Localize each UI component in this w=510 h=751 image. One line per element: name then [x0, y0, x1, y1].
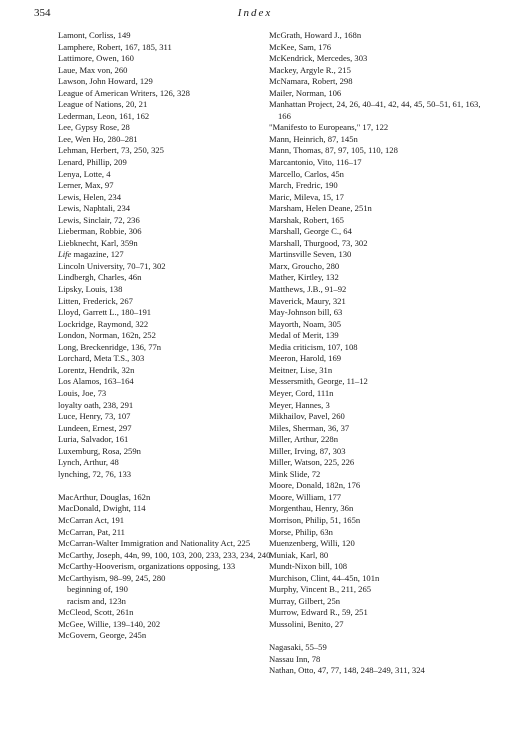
index-entry: "Manifesto to Europeans," 17, 122 [269, 122, 389, 133]
index-entry: Martinsville Seven, 130 [269, 249, 352, 260]
index-entry: McCarthyism, 98–99, 245, 280 [58, 572, 166, 583]
index-entry: Mayorth, Noam, 305 [269, 318, 342, 329]
index-entry: McCarran-Walter Immigration and Nationality Act, 225 [58, 538, 251, 549]
index-entry: McCleod, Scott, 261n [58, 607, 134, 618]
index-entry: Nassau Inn, 78 [269, 653, 321, 664]
index-entry: Morrison, Philip, 51, 165n [269, 514, 361, 525]
index-entry: Mather, Kirtley, 132 [269, 272, 339, 283]
index-entry: Mann, Heinrich, 87, 145n [269, 133, 358, 144]
index-entry: Lynch, Arthur, 48 [58, 457, 119, 468]
index-entry: Miller, Arthur, 228n [269, 434, 339, 445]
index-entry: Lee, Wen Ho, 280–281 [58, 133, 138, 144]
index-entry: Miles, Sherman, 36, 37 [269, 422, 350, 433]
index-entry: Lockridge, Raymond, 322 [58, 318, 149, 329]
index-entry: Long, Breckenridge, 136, 77n [58, 341, 162, 352]
index-column-right [269, 30, 489, 677]
index-entry: Lerner, Max, 97 [58, 180, 114, 191]
index-entry: Luria, Salvador, 161 [58, 434, 129, 445]
index-entry: Litten, Frederick, 267 [58, 295, 133, 306]
index-entry: March, Fredric, 190 [269, 180, 338, 191]
index-entry: Lehman, Herbert, 73, 250, 325 [58, 145, 164, 156]
index-entry: Messersmith, George, 11–12 [269, 376, 368, 387]
index-entry: McCarthy, Joseph, 44n, 99, 100, 103, 200, 233, 233, 234, 240 [58, 549, 271, 560]
index-entry: Marx, Groucho, 280 [269, 260, 340, 271]
index-entry: racism and, 123n [67, 595, 126, 606]
index-entry: Lewis, Sinclair, 72, 236 [58, 214, 140, 225]
index-entry: beginning of, 190 [67, 584, 128, 595]
index-entry: Medal of Merit, 139 [269, 330, 339, 341]
index-entry: Murchison, Clint, 44–45n, 101n [269, 572, 380, 583]
index-entry: League of Nations, 20, 21 [58, 99, 148, 110]
index-entry: McGovern, George, 245n [58, 630, 147, 641]
index-entry: Marcantonio, Vito, 116–17 [269, 157, 362, 168]
index-entry: Marcello, Carlos, 45n [269, 168, 344, 179]
index-entry: Liebknecht, Karl, 359n [58, 237, 138, 248]
index-letter-gap [269, 630, 489, 642]
index-entry: lynching, 72, 76, 133 [58, 468, 132, 479]
index-entry: McCarran, Pat, 211 [58, 526, 125, 537]
index-entry: Muenzenberg, Willi, 120 [269, 538, 355, 549]
index-entry: Morgenthau, Henry, 36n [269, 503, 354, 514]
index-entry: Mikhailov, Pavel, 260 [269, 411, 345, 422]
index-entry: Miller, Irving, 87, 303 [269, 445, 346, 456]
index-entry: Meeron, Harold, 169 [269, 353, 342, 364]
index-entry: Luce, Henry, 73, 107 [58, 411, 131, 422]
index-entry: Marshall, Thurgood, 73, 302 [269, 237, 368, 248]
index-entry: Mackey, Argyle R., 215 [269, 64, 351, 75]
index-entry: Meyer, Cord, 111n [269, 387, 334, 398]
index-entry: Nathan, Otto, 47, 77, 148, 248–249, 311, 324 [269, 665, 425, 676]
index-entry: McCarran Act, 191 [58, 514, 125, 525]
index-entry: Luxemburg, Rosa, 259n [58, 445, 141, 456]
index-entry: Laue, Max von, 260 [58, 64, 128, 75]
index-entry: May-Johnson bill, 63 [269, 307, 343, 318]
index-entry: Louis, Joe, 73 [58, 387, 107, 398]
index-entry: McGrath, Howard J., 168n [269, 30, 362, 40]
index-entry: Lorchard, Meta T.S., 303 [58, 353, 145, 364]
index-entry: Lorentz, Hendrik, 32n [58, 364, 135, 375]
index-entry: Los Alamos, 163–164 [58, 376, 134, 387]
index-entry: Lamphere, Robert, 167, 185, 311 [58, 41, 172, 52]
index-entry: Morse, Philip, 63n [269, 526, 333, 537]
index-entry: Lindbergh, Charles, 46n [58, 272, 142, 283]
index-entry: MacArthur, Douglas, 162n [58, 491, 151, 502]
index-entry: Maric, Mileva, 15, 17 [269, 191, 344, 202]
index-entry: Lincoln University, 70–71, 302 [58, 260, 166, 271]
index-entry: Meyer, Hannes, 3 [269, 399, 330, 410]
index-entry: Marshall, George C., 64 [269, 226, 352, 237]
index-entry: Matthews, J.B., 91–92 [269, 284, 347, 295]
index-entry: Murphy, Vincent B., 211, 265 [269, 584, 372, 595]
index-entry: Lieberman, Robbie, 306 [58, 226, 142, 237]
index-entry: Lewis, Helen, 234 [58, 191, 122, 202]
index-entry: McNamara, Robert, 298 [269, 76, 353, 87]
index-entry: Murrow, Edward R., 59, 251 [269, 607, 368, 618]
index-entry: Lamont, Corliss, 149 [58, 30, 131, 40]
index-entry: MacDonald, Dwight, 114 [58, 503, 146, 514]
index-column-left [58, 30, 273, 642]
index-entry: Lawson, John Howard, 129 [58, 76, 153, 87]
index-entry: Maverick, Maury, 321 [269, 295, 346, 306]
index-entry: Mink Slide, 72 [269, 468, 321, 479]
index-entry: Life magazine, 127 [58, 249, 124, 260]
index-entry: Mailer, Norman, 106 [269, 87, 342, 98]
index-entry: Lipsky, Louis, 138 [58, 284, 123, 295]
index-letter-gap [58, 480, 273, 492]
index-entry: Miller, Watson, 225, 226 [269, 457, 355, 468]
index-entry: League of American Writers, 126, 328 [58, 87, 190, 98]
index-entry: Lederman, Leon, 161, 162 [58, 110, 150, 121]
index-entry: Lloyd, Garrett L., 180–191 [58, 307, 152, 318]
index-entry: loyalty oath, 238, 291 [58, 399, 134, 410]
index-entry: Mussolini, Benito, 27 [269, 618, 344, 629]
running-head: Index [237, 7, 273, 19]
index-entry: London, Norman, 162n, 252 [58, 330, 156, 341]
index-entry: Nagasaki, 55–59 [269, 641, 327, 652]
page-number: 354 [34, 7, 51, 19]
page-header [0, 7, 510, 23]
index-entry: Lee, Gypsy Rose, 28 [58, 122, 130, 133]
index-entry: Marsham, Helen Deane, 251n [269, 203, 372, 214]
index-entry: Lenard, Phillip, 209 [58, 157, 127, 168]
index-entry: Murray, Gilbert, 25n [269, 595, 341, 606]
index-entry: Mundt-Nixon bill, 108 [269, 561, 348, 572]
index-entry: Media criticism, 107, 108 [269, 341, 358, 352]
index-entry: Meitner, Lise, 31n [269, 364, 333, 375]
index-entry: Lewis, Naphtali, 234 [58, 203, 131, 214]
index-entry: Manhattan Project, 24, 26, 40–41, 42, 44, 45, 50–51, 61, 163, 166 [269, 99, 481, 121]
index-entry: McGee, Willie, 139–140, 202 [58, 618, 161, 629]
index-entry: Muniak, Karl, 80 [269, 549, 329, 560]
index-entry: McKendrick, Mercedes, 303 [269, 53, 368, 64]
index-entry: McCarthy-Hooverism, organizations opposing, 133 [58, 561, 236, 572]
index-entry: Marshak, Robert, 165 [269, 214, 344, 225]
index-entry: McKee, Sam, 176 [269, 41, 332, 52]
index-entry: Lattimore, Owen, 160 [58, 53, 134, 64]
index-entry: Moore, Donald, 182n, 176 [269, 480, 361, 491]
index-entry: Mann, Thomas, 87, 97, 105, 110, 128 [269, 145, 398, 156]
index-entry: Lenya, Lotte, 4 [58, 168, 111, 179]
index-entry: Lundeen, Ernest, 297 [58, 422, 132, 433]
index-entry: Moore, William, 177 [269, 491, 342, 502]
